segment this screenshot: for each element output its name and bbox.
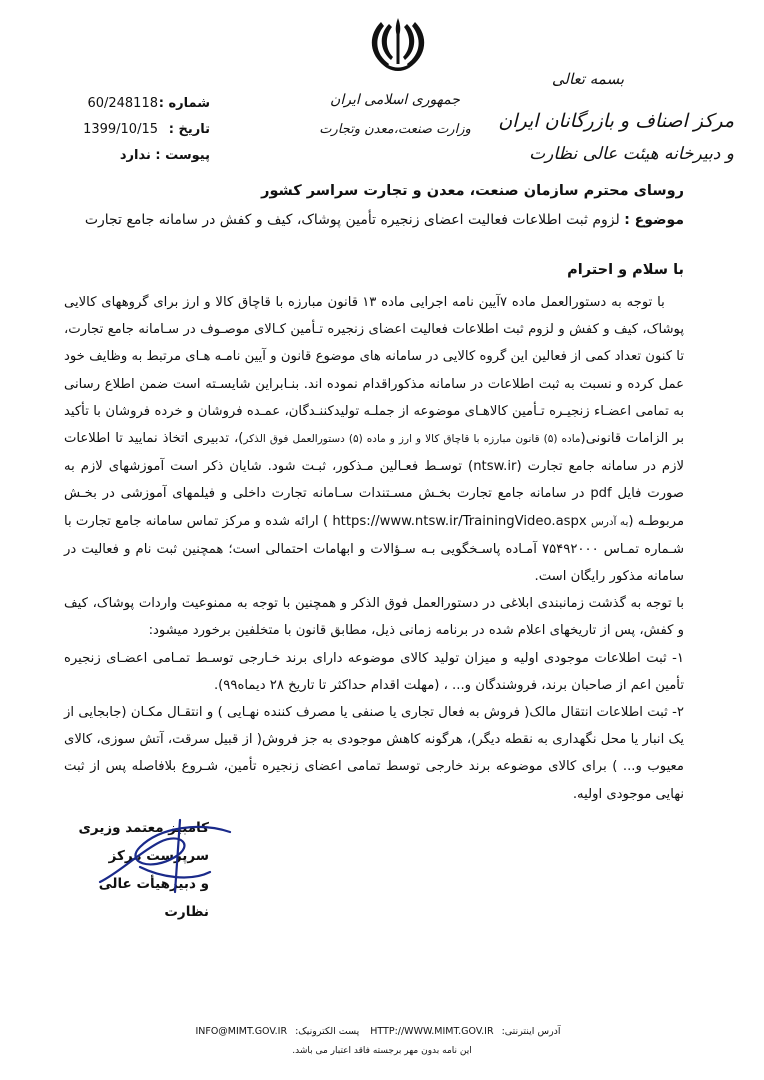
training-video-link[interactable]: https://www.ntsw.ir/TrainingVideo.aspx <box>332 513 587 529</box>
letter-number-value: 60/248118 <box>87 96 158 111</box>
handwritten-signature-icon <box>80 812 250 902</box>
footer-email-value[interactable]: INFO@MIMT.GOV.IR <box>195 1026 288 1037</box>
letter-number-label: شماره : <box>158 96 210 111</box>
letter-attachment-row <box>60 146 210 170</box>
gov-line-ministry: وزارت صنعت،معدن وتجارت <box>319 122 471 137</box>
signer-title-2: و دبیرهیأت عالی نظارت <box>98 876 209 920</box>
subject-text: لزوم ثبت اطلاعات فعالیت اعضای زنجیره تأمین پوشاک، کیف و کفش در سامانه جامع تجارت <box>84 212 620 228</box>
para1-part-b: )، تدبیری اتخاذ نمایید تا اطلاعات لازم در سامانه جامع تجارت ( <box>64 431 684 475</box>
para1-address-label: به آدرس <box>590 515 629 528</box>
para1-part-c: ) توسـط فعـالین مـذکور، ثبـت شود. شایان ذکر است آموزشهای لازم به صورت فایل pdf در سامانه جامع تجارت بخـش مسـتندات سـامانه تجارت داخلی و فیلمهای آموزشی در بخـش مربوطـه ( <box>64 459 685 529</box>
list-item-1: ۱- ثبت اطلاعات موجودی اولیه و میزان تولید کالای موضوعه دارای برند خـارجی توسـط تمـامی اعضـای زنجیره تأمین اعم از صاحبان برند، فروشندگان و... ، (مهلت اقدام حداکثر تا تاریخ ۲۸ دیماه۹۹). <box>64 650 684 693</box>
signer-name: کامبیز معتمد وزیری <box>78 820 209 836</box>
subject-label: موضوع : <box>624 212 684 228</box>
letter-date-label: تاریخ : <box>168 122 210 137</box>
footer-web-value[interactable]: HTTP://WWW.MIMT.GOV.IR <box>370 1026 494 1037</box>
para1-legal-ref: ماده (۵) قانون مبارزه با قاچاق کالا و ارز و ماده (۵) دستورالعمل فوق الذکر <box>243 433 581 446</box>
subject-line <box>64 212 684 228</box>
footer-email-label: پست الکترونیک: <box>295 1026 360 1037</box>
footer-web-label: آدرس اینترنتی: <box>501 1026 561 1037</box>
signer-title-1: سرپرست مرکز <box>108 848 209 864</box>
para1-part-a: با توجه به دستورالعمل ماده ۷آیین نامه اجرایی ماده ۱۳ قانون مبارزه با قاچاق کالا و ارز برای گروههای کالایی پوشاک، کیف و کفش و لزوم ثبت اطلاعات فعالیت اعضای زنجیره تـأمین کـالای موصـوف در سـامانه جامع تجارت، تا کنون تعداد کمی از فعالین این گروه کالایی در سامانه های موضوع قانون و آیین نامـه هـای مرتبط به وظایف خود عمل کرده و نسبت به ثبت اطلاعات در سامانه مذکوراقدام نموده اند. بنـابراین شایسـته است ضمن اطلاع رسانی به تمامی اعضـاء زنجیـره تـأمین کالاهـای موضوعه از جملـه تولیدکننـدگان، عمـده فروشان و خرده فروشان با تأکید بر الزامات قانونی( <box>64 295 685 447</box>
letter-date-value: 1399/10/15 <box>83 122 158 137</box>
body-paragraph-2: با توجه به گذشت زمانبندی ابلاغی در دستورالعمل فوق الذکر و همچنین با توجه به ممنوعیت واردات پوشاک، کیف و کفش، پس از تاریخهای اعلام شده در برنامه زمانی ذیل، مطابق قانون با متخلفین برخورد میشود: <box>64 596 684 639</box>
footer-contact <box>0 1026 764 1037</box>
letter-attachment-label: پیوست : ندارد <box>119 148 210 163</box>
iran-emblem-icon <box>365 14 431 76</box>
body-paragraph-1 <box>64 289 684 590</box>
greeting: با سلام و احترام <box>567 262 684 278</box>
ntsw-link[interactable]: ntsw.ir <box>473 459 517 475</box>
para1-part-d: ) ارائه شده و مرکز تماس سامانه جامع تجارت با شـماره تمـاس ۷۵۴۹۲۰۰۰ آمـاده پاسـخگویی بـه سـؤالات و ابهامات احتمالی است؛ همچنین ثبت نام و فعالیت در سامانه مذکور رایگان است. <box>64 513 684 585</box>
letter-date-row <box>60 120 210 144</box>
gov-line-republic: جمهوری اسلامی ایران <box>330 92 460 108</box>
list-item-2: ۲- ثبت اطلاعات انتقال مالک( فروش به فعال تجاری یا صنفی یا مصرف کننده نهـایی ) و انتقـال مکـان (جابجایی از یک انبار یا محل نگهداری به نقطه دیگر)، هرگونه کاهش موجودی به جز فروش( از قبیل سرقت، آتش سوزی، کالای معیوب و... ) برای کالای موضوعه برند خارجی توسط تمامی اعضای زنجیره تأمین، شـروع بلافاصله پس از ثبت نهایی موجودی اولیه. <box>64 705 684 802</box>
bismillah-text: بسمه تعالی <box>551 70 624 88</box>
org-name-line1: مرکز اصناف و بازرگانان ایران <box>498 110 734 132</box>
org-name-line2: و دبیرخانه هیئت عالی نظارت <box>529 144 734 164</box>
letter-body <box>64 289 684 808</box>
footer-note: این نامه بدون مهر برجسته فاقد اعتبار می باشد. <box>292 1046 472 1056</box>
letter-number-row <box>60 94 210 118</box>
addressee: روسای محترم سازمان صنعت، معدن و تجارت سراسر کشور <box>261 183 684 199</box>
